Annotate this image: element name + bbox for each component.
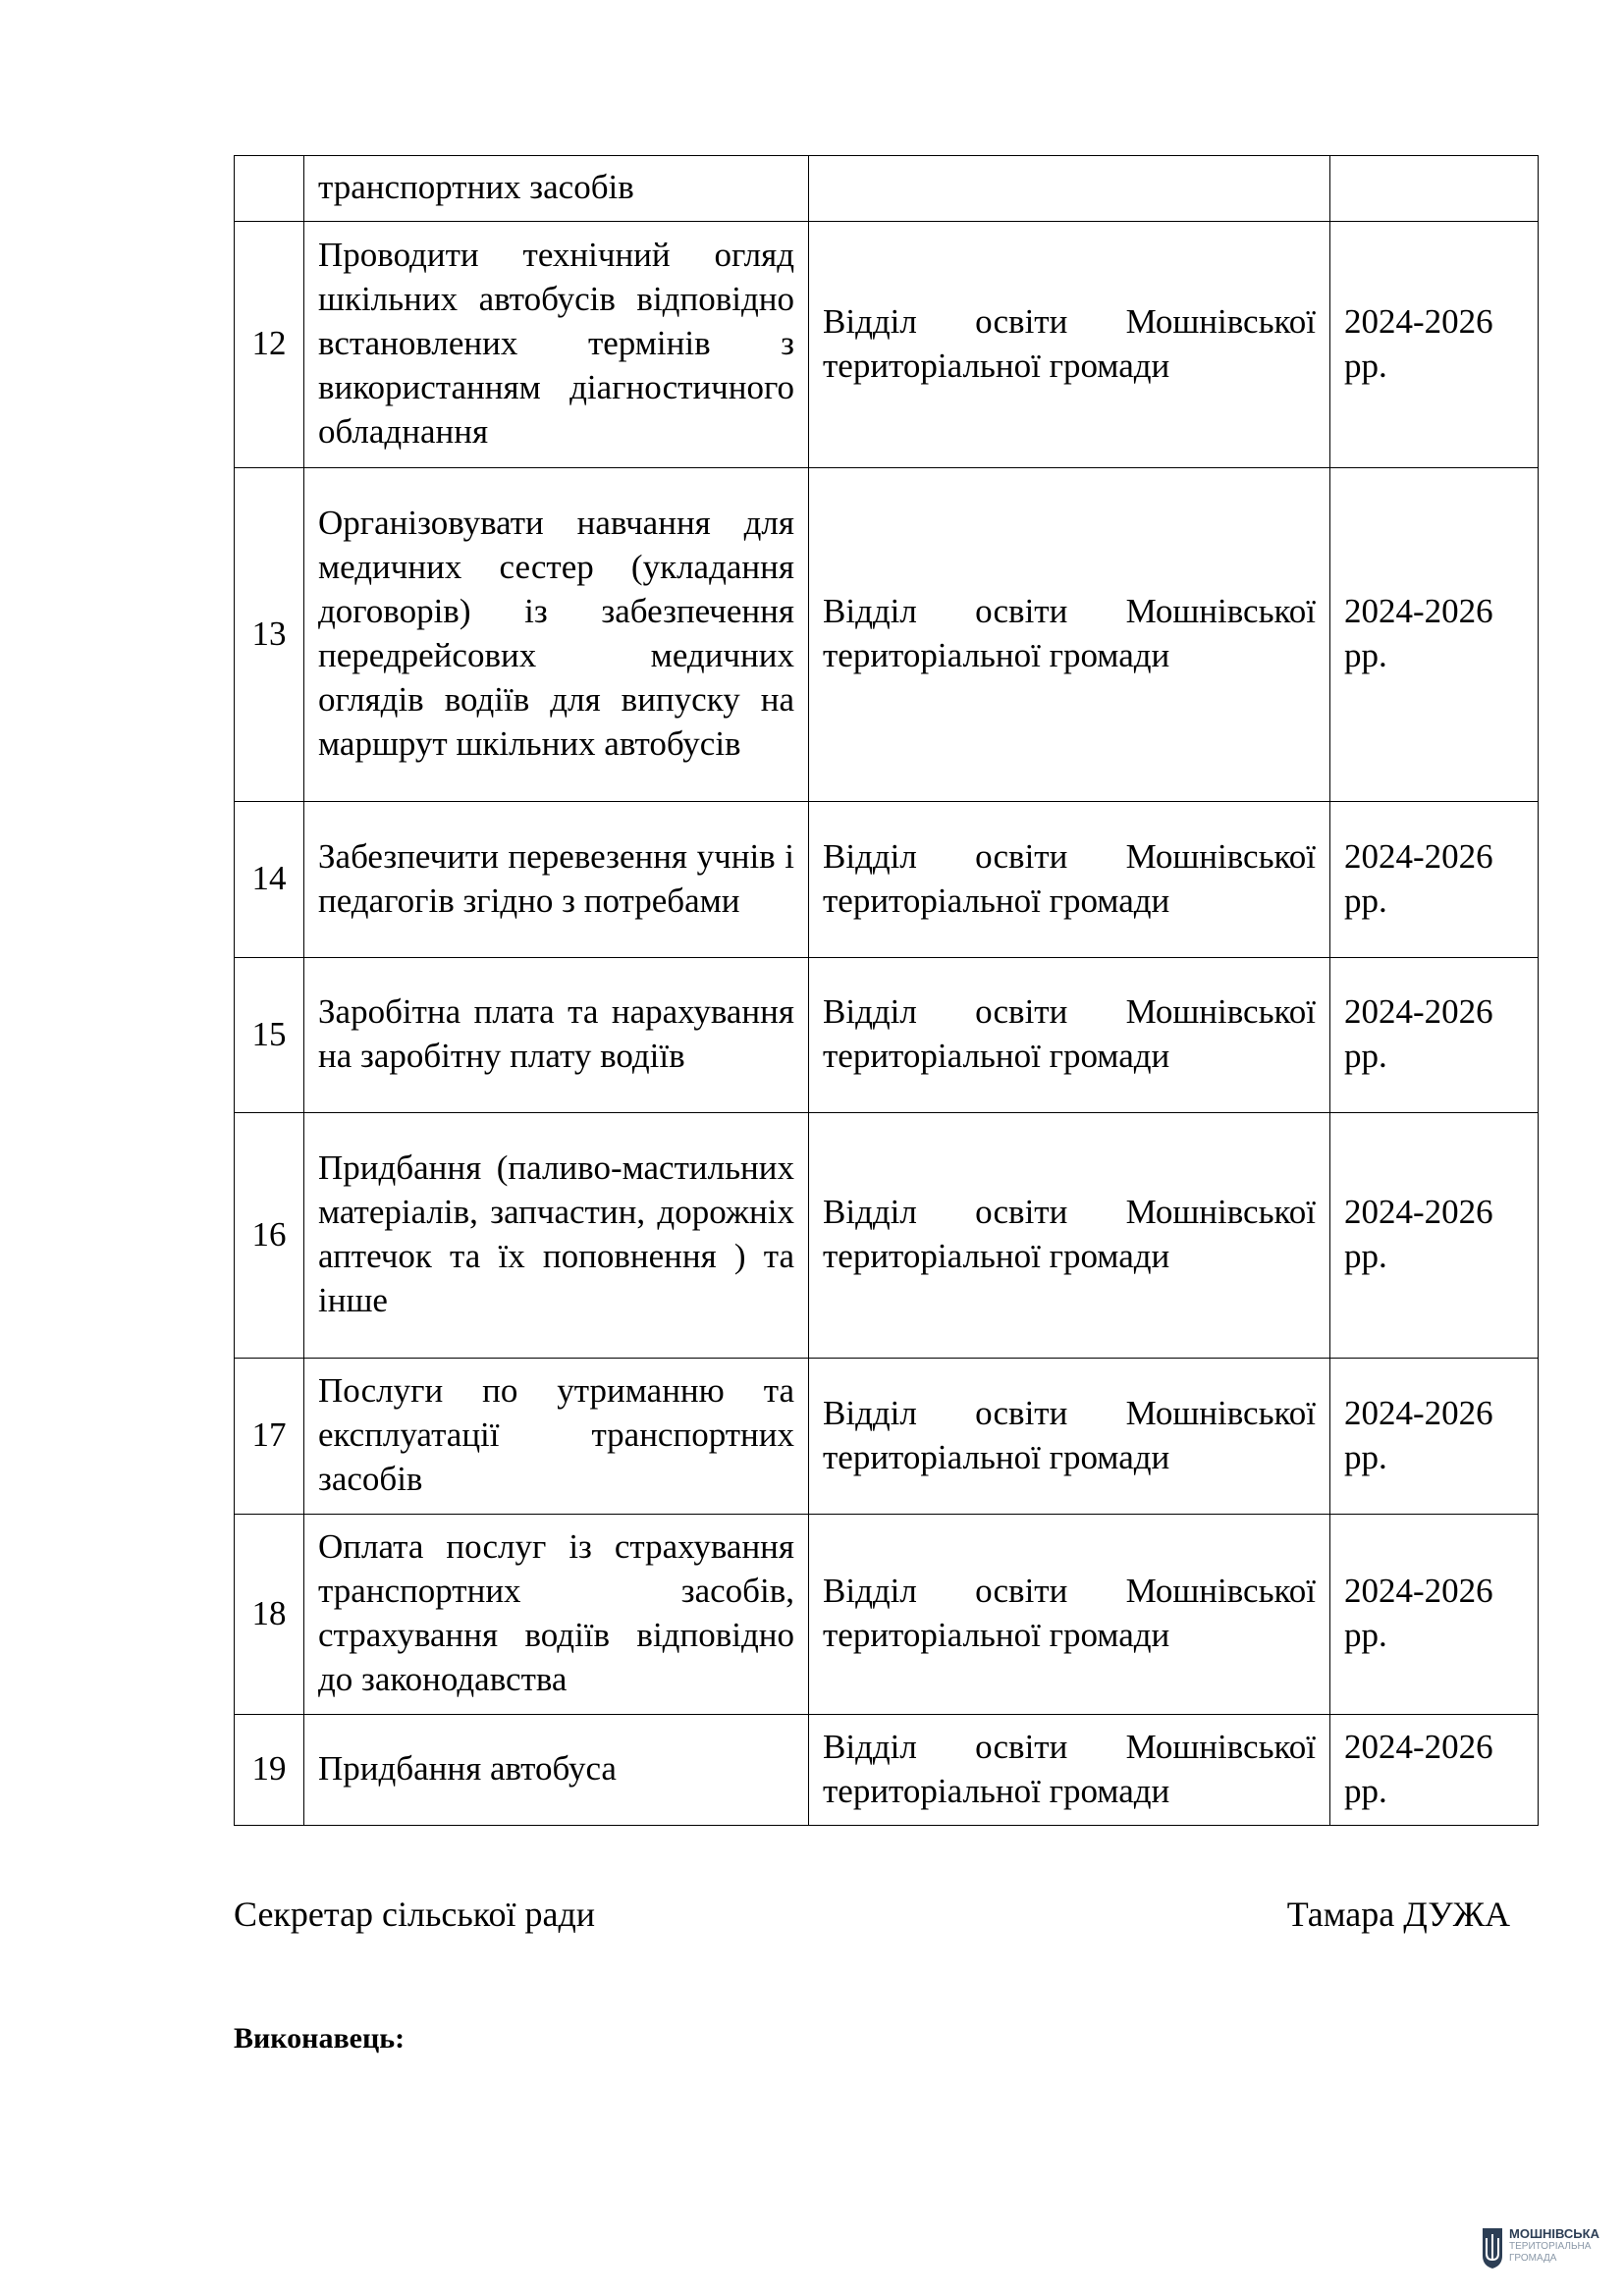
table-row xyxy=(235,1715,1539,1826)
logo-line-3: ГРОМАДА xyxy=(1509,2253,1557,2264)
action-cell: Проводити технічний огляд шкільних автобусів відповідно встановлених термінів з використанням діагностичного обладнання xyxy=(304,222,809,468)
term-cell: 2024-2026 рр. xyxy=(1330,222,1539,468)
term-cell: 2024-2026 рр. xyxy=(1330,1515,1539,1715)
row-number xyxy=(235,156,304,222)
table-row xyxy=(235,958,1539,1113)
trident-emblem-icon xyxy=(1480,2226,1505,2269)
term-cell: 2024-2026 рр. xyxy=(1330,1113,1539,1359)
term-cell xyxy=(1330,156,1539,222)
measures-table xyxy=(234,155,1539,1826)
executor-cell xyxy=(809,156,1330,222)
executor-label: Виконавець: xyxy=(234,2022,406,2055)
row-number: 16 xyxy=(235,1113,304,1359)
executor-cell: Відділ освіти Мошнівської територіальної громади xyxy=(809,468,1330,802)
executor-cell: Відділ освіти Мошнівської територіальної громади xyxy=(809,1515,1330,1715)
table-row xyxy=(235,468,1539,802)
table-row xyxy=(235,802,1539,958)
row-number: 14 xyxy=(235,802,304,958)
secretary-name: Тамара ДУЖА xyxy=(1286,1895,1510,1934)
row-number: 18 xyxy=(235,1515,304,1715)
logo-line-2: ТЕРИТОРІАЛЬНА xyxy=(1509,2241,1592,2252)
action-cell: Забезпечити перевезення учнів і педагогів згідно з потребами xyxy=(304,802,809,958)
action-cell: транспортних засобів xyxy=(304,156,809,222)
term-cell: 2024-2026 рр. xyxy=(1330,802,1539,958)
term-cell: 2024-2026 рр. xyxy=(1330,1359,1539,1515)
table-row xyxy=(235,222,1539,468)
action-cell: Організовувати навчання для медичних сестер (укладання договорів) із забезпечення передрейсових медичних оглядів водіїв для випуску на маршрут шкільних автобусів xyxy=(304,468,809,802)
table-row xyxy=(235,1515,1539,1715)
table-row xyxy=(235,156,1539,222)
row-number: 17 xyxy=(235,1359,304,1515)
executor-cell: Відділ освіти Мошнівської територіальної громади xyxy=(809,222,1330,468)
secretary-title: Секретар сільської ради xyxy=(234,1895,596,1934)
action-cell: Придбання (паливо-мастильних матеріалів, запчастин, дорожніх аптечок та їх поповнення ) та інше xyxy=(304,1113,809,1359)
term-cell: 2024-2026 рр. xyxy=(1330,468,1539,802)
executor-cell: Відділ освіти Мошнівської територіальної громади xyxy=(809,1715,1330,1826)
action-cell: Заробітна плата та нарахування на заробітну плату водіїв xyxy=(304,958,809,1113)
logo-line-1: МОШНІВСЬКА xyxy=(1509,2226,1599,2241)
action-cell: Оплата послуг із страхування транспортних засобів, страхування водіїв відповідно до законодавства xyxy=(304,1515,809,1715)
term-cell: 2024-2026 рр. xyxy=(1330,1715,1539,1826)
executor-cell: Відділ освіти Мошнівської територіальної громади xyxy=(809,802,1330,958)
row-number: 12 xyxy=(235,222,304,468)
table-row xyxy=(235,1359,1539,1515)
executor-cell: Відділ освіти Мошнівської територіальної громади xyxy=(809,1113,1330,1359)
table-row xyxy=(235,1113,1539,1359)
action-cell: Послуги по утриманню та експлуатації транспортних засобів xyxy=(304,1359,809,1515)
row-number: 19 xyxy=(235,1715,304,1826)
action-cell: Придбання автобуса xyxy=(304,1715,809,1826)
community-logo xyxy=(1480,2226,1617,2275)
term-cell: 2024-2026 рр. xyxy=(1330,958,1539,1113)
executor-cell: Відділ освіти Мошнівської територіальної громади xyxy=(809,958,1330,1113)
executor-cell: Відділ освіти Мошнівської територіальної громади xyxy=(809,1359,1330,1515)
row-number: 13 xyxy=(235,468,304,802)
row-number: 15 xyxy=(235,958,304,1113)
